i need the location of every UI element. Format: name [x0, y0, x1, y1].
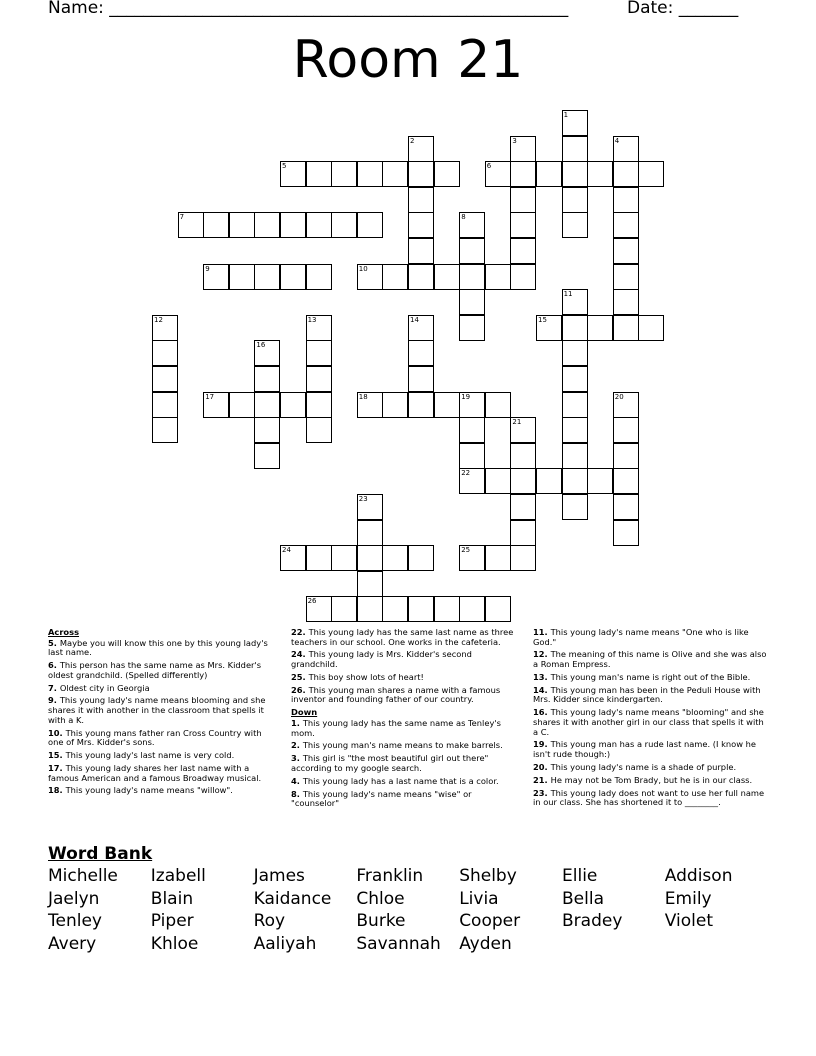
- word-bank-word: Roy: [253, 911, 286, 932]
- clue-num: 17.: [48, 762, 66, 773]
- grid-cell[interactable]: [562, 161, 588, 187]
- clue: 11. This young lady's name means "One who is like God.": [533, 627, 749, 647]
- grid-cell[interactable]: [382, 545, 408, 571]
- grid-cell[interactable]: [280, 212, 306, 238]
- clue-number: 17: [205, 392, 215, 401]
- word-bank-word: Addison: [664, 866, 733, 886]
- clues-column-2: [291, 628, 521, 812]
- grid-cell[interactable]: [459, 264, 485, 290]
- clue-num: 7.: [48, 682, 60, 693]
- clue: 25. This boy show lots of heart!: [291, 671, 424, 682]
- grid-cell[interactable]: [510, 187, 536, 213]
- clue: 16. This young lady's name means "blooming" and she shares it with another girl in our class that spells it with a C.: [533, 707, 764, 737]
- grid-cell[interactable]: [306, 366, 332, 392]
- grid-cell[interactable]: [613, 289, 639, 315]
- grid-cell[interactable]: [203, 212, 229, 238]
- grid-cell[interactable]: [613, 494, 639, 520]
- clue-number: 25: [461, 546, 471, 555]
- grid-cell[interactable]: [152, 340, 178, 366]
- grid-cell[interactable]: [331, 161, 357, 187]
- grid-cell[interactable]: [357, 545, 383, 571]
- word-bank-word: Izabell: [150, 866, 206, 886]
- grid-cell[interactable]: [306, 161, 332, 187]
- clue-number: 9: [205, 264, 210, 273]
- grid-cell[interactable]: [510, 238, 536, 264]
- grid-cell[interactable]: [510, 545, 536, 571]
- grid-cell[interactable]: [408, 392, 434, 418]
- grid-cell[interactable]: [408, 545, 434, 571]
- word-bank-word: Livia: [459, 888, 499, 909]
- grid-cell[interactable]: [510, 443, 536, 469]
- grid-cell[interactable]: [408, 264, 434, 290]
- clue: 12. The meaning of this name is Olive and she was also a Roman Empress.: [533, 649, 767, 670]
- clue-num: 18.: [48, 785, 66, 796]
- word-bank-word: Aaliyah: [253, 934, 317, 955]
- clue-number: 15: [538, 315, 547, 324]
- clue: 22. This young lady has the same last name as three teachers in our school. One works in the cafeteria.: [291, 627, 514, 647]
- grid-cell[interactable]: [562, 417, 588, 443]
- grid-cell[interactable]: [638, 315, 664, 341]
- clue: 24. This young lady is Mrs. Kidder's second grandchild.: [291, 649, 472, 670]
- grid-cell[interactable]: [254, 366, 280, 392]
- grid-cell[interactable]: [229, 212, 255, 238]
- grid-cell[interactable]: [459, 417, 485, 443]
- grid-cell[interactable]: [536, 468, 562, 494]
- clue-number: 26: [307, 597, 317, 606]
- clue-number: 14: [410, 315, 419, 324]
- grid-cell[interactable]: [254, 443, 280, 469]
- grid-cell[interactable]: [510, 494, 536, 520]
- grid-cell[interactable]: [485, 545, 511, 571]
- word-bank-word: Michelle: [48, 866, 118, 886]
- grid-cell[interactable]: [434, 161, 460, 187]
- grid-cell[interactable]: [408, 212, 434, 238]
- grid-cell[interactable]: [485, 468, 511, 494]
- clue-num: 13.: [533, 671, 551, 682]
- clue-num: 8.: [291, 788, 303, 799]
- clue-num: 24.: [291, 649, 309, 660]
- clue: 26. This young man shares a name with a famous inventor and founding father of our country.: [291, 684, 501, 705]
- across-heading: Across: [48, 627, 80, 637]
- grid-cell[interactable]: [485, 596, 511, 622]
- grid-cell[interactable]: [408, 238, 434, 264]
- word-bank-word: Burke: [356, 911, 406, 932]
- clue: 21. He may not be Tom Brady, but he is in our class.: [533, 774, 753, 785]
- word-bank-word: Bella: [562, 888, 604, 909]
- grid-cell[interactable]: [613, 238, 639, 264]
- clue-number: 19: [461, 392, 471, 401]
- clue: 15. This young lady's last name is very cold.: [48, 750, 235, 761]
- clue-num: 20.: [533, 761, 551, 772]
- clues-column-1: [48, 628, 278, 799]
- grid-cell[interactable]: [562, 212, 588, 238]
- grid-cell[interactable]: [357, 571, 383, 597]
- grid-cell[interactable]: [562, 443, 588, 469]
- word-bank-word: Kaidance: [253, 888, 332, 909]
- grid-cell[interactable]: [638, 161, 664, 187]
- grid-cell[interactable]: [280, 392, 306, 418]
- grid-cell[interactable]: [485, 264, 511, 290]
- grid-cell[interactable]: [280, 264, 306, 290]
- word-bank-word: Ellie: [562, 866, 598, 886]
- grid-cell[interactable]: [613, 443, 639, 469]
- grid-cell[interactable]: [587, 315, 613, 341]
- grid-cell[interactable]: [408, 340, 434, 366]
- grid-cell[interactable]: [613, 468, 639, 494]
- word-bank-word: Bradey: [562, 911, 623, 932]
- clue-number: 1: [563, 111, 569, 119]
- clue-num: 21.: [533, 774, 551, 785]
- word-bank-title: Word Bank: [48, 844, 153, 864]
- grid-cell[interactable]: [613, 161, 639, 187]
- word-bank-word: Chloe: [356, 888, 405, 909]
- clue: 7. Oldest city in Georgia: [48, 682, 150, 693]
- grid-cell[interactable]: [562, 340, 588, 366]
- grid-cell[interactable]: [562, 468, 588, 494]
- grid-cell[interactable]: [382, 392, 408, 418]
- clue: 18. This young lady's name means "willow".: [48, 785, 233, 796]
- clue-num: 16.: [533, 707, 551, 718]
- word-bank-word: Franklin: [356, 866, 424, 886]
- grid-cell[interactable]: [357, 596, 383, 622]
- word-bank-word: Jaelyn: [48, 888, 100, 909]
- page-title: Room 21: [292, 30, 524, 90]
- grid-cell[interactable]: [306, 212, 332, 238]
- grid-cell[interactable]: [408, 366, 434, 392]
- clue-num: 6.: [48, 660, 60, 671]
- word-bank-word: Avery: [48, 934, 97, 955]
- grid-cell[interactable]: [613, 212, 639, 238]
- grid-cell[interactable]: [152, 417, 178, 443]
- grid-cell[interactable]: [510, 161, 536, 187]
- grid-cell[interactable]: [382, 596, 408, 622]
- grid-cell[interactable]: [306, 340, 332, 366]
- word-bank-word: James: [253, 866, 305, 886]
- grid-cell[interactable]: [485, 392, 511, 418]
- grid-cell[interactable]: [408, 161, 434, 187]
- word-bank-word: Violet: [664, 911, 714, 932]
- clue: 23. This young lady does not want to use her full name in our class. She has shortened it to ________.: [533, 787, 765, 808]
- name-field-label: Name: ______________________________________________________: [48, 0, 569, 18]
- clue-num: 11.: [533, 627, 551, 637]
- clue-num: 22.: [291, 627, 309, 637]
- clue-number: 13: [307, 315, 317, 324]
- clue-number: 5: [282, 162, 287, 171]
- clue-num: 26.: [291, 684, 309, 695]
- word-bank-word: Blain: [150, 888, 194, 909]
- clues-column-3: [533, 628, 768, 811]
- clue-number: 7: [179, 213, 185, 222]
- grid-cell[interactable]: [382, 161, 408, 187]
- clue-num: 2.: [291, 740, 303, 751]
- clue-num: 4.: [291, 775, 303, 786]
- grid-cell[interactable]: [587, 161, 613, 187]
- clue: 2. This young man's name means to make barrels.: [291, 740, 503, 751]
- grid-cell[interactable]: [459, 289, 485, 315]
- grid-cell[interactable]: [562, 366, 588, 392]
- clue-number: 2: [410, 136, 415, 145]
- grid-cell[interactable]: [331, 212, 357, 238]
- grid-cell[interactable]: [254, 264, 280, 290]
- grid-cell[interactable]: [562, 392, 588, 418]
- grid-cell[interactable]: [408, 596, 434, 622]
- grid-cell[interactable]: [613, 187, 639, 213]
- word-bank-word: Tenley: [48, 911, 102, 932]
- word-bank-word: Savannah: [356, 934, 441, 955]
- grid-cell[interactable]: [562, 136, 588, 162]
- clue: 3. This girl is "the most beautiful girl out there" according to my google search.: [291, 753, 489, 773]
- clue-number: 18: [358, 392, 368, 401]
- clue-number: 22: [461, 469, 471, 478]
- clue-number: 10: [358, 264, 368, 273]
- word-bank-word: Piper: [150, 911, 194, 932]
- grid-cell[interactable]: [562, 187, 588, 213]
- clue-number: 3: [512, 136, 517, 145]
- grid-cell[interactable]: [613, 417, 639, 443]
- grid-cell[interactable]: [562, 494, 588, 520]
- clue-num: 1.: [291, 717, 303, 728]
- grid-cell[interactable]: [613, 315, 639, 341]
- down-heading: Down: [291, 707, 318, 718]
- clue-number: 8: [461, 213, 466, 222]
- clue: 5. Maybe you will know this one by this young lady's last name.: [48, 637, 268, 658]
- clue-number: 24: [282, 546, 291, 555]
- clue: 6. This person has the same name as Mrs. Kidder's oldest grandchild. (Spelled differently): [48, 660, 262, 680]
- clue: 9. This young lady's name means blooming and she shares it with another in the classroom that spells it with a K.: [48, 695, 266, 725]
- clue-num: 19.: [533, 739, 551, 750]
- clue: 20. This young lady's name is a shade of purple.: [533, 761, 737, 772]
- clue-num: 15.: [48, 750, 66, 761]
- clue: 1. This young lady has the same name as Tenley's mom.: [291, 717, 501, 738]
- clue-number: 12: [154, 315, 163, 324]
- clue-number: 21: [512, 418, 522, 427]
- clue-number: 16: [256, 341, 266, 350]
- word-bank-word: Emily: [664, 888, 712, 909]
- grid-cell[interactable]: [357, 161, 383, 187]
- grid-cell[interactable]: [152, 366, 178, 392]
- word-bank-word: Cooper: [459, 911, 521, 932]
- grid-cell[interactable]: [459, 315, 485, 341]
- clue-num: 23.: [533, 787, 551, 798]
- clue: 19. This young man has a rude last name. (I know he isn't rude though:): [533, 739, 757, 760]
- grid-cell[interactable]: [306, 392, 332, 418]
- grid-cell[interactable]: [434, 264, 460, 290]
- word-bank-word: Shelby: [459, 866, 517, 886]
- clue-num: 12.: [533, 649, 551, 660]
- clue-number: 4: [614, 136, 620, 145]
- word-bank-word: Ayden: [459, 934, 512, 955]
- clue: 4. This young lady has a last name that is a color.: [291, 775, 499, 786]
- word-bank-word: Khloe: [150, 934, 199, 955]
- grid-cell[interactable]: [459, 238, 485, 264]
- grid-cell[interactable]: [229, 264, 255, 290]
- clue: 17. This young lady shares her last name with a famous American and a famous Broadway musical.: [48, 762, 262, 783]
- clue: 13. This young man's name is right out of the Bible.: [533, 671, 751, 682]
- grid-cell[interactable]: [357, 212, 383, 238]
- grid-cell[interactable]: [510, 212, 536, 238]
- grid-cell[interactable]: [357, 520, 383, 546]
- grid-cell[interactable]: [152, 392, 178, 418]
- grid-cell[interactable]: [382, 264, 408, 290]
- clue-number: 23: [358, 495, 368, 503]
- grid-cell[interactable]: [229, 392, 255, 418]
- clue: 14. This young man has been in the Peduli House with Mrs. Kidder since kindergarten.: [533, 684, 761, 705]
- date-field-label: Date: _______: [627, 0, 739, 18]
- grid-cell[interactable]: [408, 187, 434, 213]
- clue: 10. This young mans father ran Cross Country with one of Mrs. Kidder's sons.: [48, 727, 262, 748]
- grid-cell[interactable]: [254, 212, 280, 238]
- grid-cell[interactable]: [459, 443, 485, 469]
- grid-cell[interactable]: [510, 264, 536, 290]
- grid-cell[interactable]: [434, 392, 460, 418]
- grid-cell[interactable]: [459, 596, 485, 622]
- grid-cell[interactable]: [306, 417, 332, 443]
- grid-cell[interactable]: [613, 264, 639, 290]
- clue-num: 3.: [291, 753, 303, 764]
- grid-cell[interactable]: [613, 520, 639, 546]
- clue-num: 10.: [48, 727, 66, 738]
- grid-cell[interactable]: [254, 417, 280, 443]
- grid-cell[interactable]: [306, 264, 332, 290]
- grid-cell[interactable]: [331, 545, 357, 571]
- clue-num: 9.: [48, 695, 60, 706]
- grid-cell[interactable]: [510, 520, 536, 546]
- clue-number: 20: [614, 392, 624, 401]
- clue-num: 5.: [48, 637, 60, 648]
- grid-cell[interactable]: [587, 468, 613, 494]
- grid-cell[interactable]: [536, 161, 562, 187]
- grid-cell[interactable]: [331, 596, 357, 622]
- clue-num: 14.: [533, 684, 551, 695]
- grid-cell[interactable]: [562, 315, 588, 341]
- clue: 8. This young lady's name means "wise" or "counselor": [291, 788, 472, 809]
- grid-cell[interactable]: [434, 596, 460, 622]
- clue-num: 25.: [291, 671, 309, 682]
- clue-number: 6: [486, 162, 492, 171]
- grid-cell[interactable]: [510, 468, 536, 494]
- clue-number: 11: [563, 290, 573, 299]
- grid-cell[interactable]: [306, 545, 332, 571]
- grid-cell[interactable]: [254, 392, 280, 418]
